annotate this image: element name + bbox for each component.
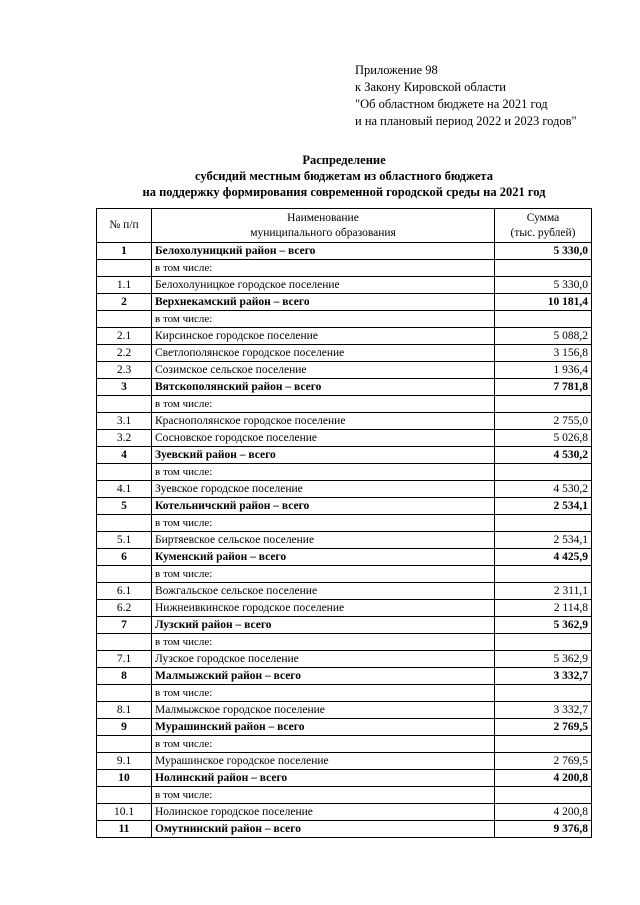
cell-sum	[495, 685, 592, 702]
cell-num: 8	[97, 668, 152, 685]
cell-num: 6	[97, 549, 152, 566]
cell-sum: 4 530,2	[495, 481, 592, 498]
cell-name: Нолинское городское поселение	[152, 804, 495, 821]
table-body	[97, 243, 592, 838]
appendix-line: к Закону Кировской области	[355, 80, 506, 94]
cell-sum: 3 332,7	[495, 668, 592, 685]
appendix-line: "Об областном бюджете на 2021 год	[355, 97, 548, 111]
cell-name: Мурашинский район – всего	[152, 719, 495, 736]
cell-sum: 4 200,8	[495, 770, 592, 787]
table-header-row	[97, 209, 592, 243]
cell-name: Нолинский район – всего	[152, 770, 495, 787]
cell-name: Светлополянское городское поселение	[152, 345, 495, 362]
table-row-settlement	[97, 532, 592, 549]
table-row-subheading	[97, 566, 592, 583]
cell-name: Мурашинское городское поселение	[152, 753, 495, 770]
cell-num: 2.3	[97, 362, 152, 379]
appendix-block	[355, 62, 577, 130]
table-row-settlement	[97, 413, 592, 430]
header-sum	[495, 209, 592, 243]
cell-name: Белохолуницкий район – всего	[152, 243, 495, 260]
cell-sum: 10 181,4	[495, 294, 592, 311]
cell-num: 9	[97, 719, 152, 736]
cell-name: Лузский район – всего	[152, 617, 495, 634]
cell-num	[97, 736, 152, 753]
cell-sum: 2 114,8	[495, 600, 592, 617]
cell-sum: 9 376,8	[495, 821, 592, 838]
cell-num: 4.1	[97, 481, 152, 498]
cell-num	[97, 787, 152, 804]
cell-num: 10.1	[97, 804, 152, 821]
table-row-settlement	[97, 277, 592, 294]
cell-num: 11	[97, 821, 152, 838]
title-line: на поддержку формирования современной городской среды на 2021 год	[142, 185, 546, 199]
cell-num: 7	[97, 617, 152, 634]
table-row-settlement	[97, 328, 592, 345]
cell-num: 8.1	[97, 702, 152, 719]
table-row-settlement	[97, 430, 592, 447]
cell-name: Сосновское городское поселение	[152, 430, 495, 447]
cell-name: Зуевский район – всего	[152, 447, 495, 464]
cell-name: Кирсинское городское поселение	[152, 328, 495, 345]
cell-num: 6.1	[97, 583, 152, 600]
cell-name: Белохолуницкое городское поселение	[152, 277, 495, 294]
table-row-settlement	[97, 362, 592, 379]
cell-num	[97, 634, 152, 651]
cell-sum: 7 781,8	[495, 379, 592, 396]
table-row-district-total	[97, 379, 592, 396]
table-row-district-total	[97, 447, 592, 464]
table-row-district-total	[97, 821, 592, 838]
cell-name: в том числе:	[152, 566, 495, 583]
cell-num: 1	[97, 243, 152, 260]
table-row-district-total	[97, 617, 592, 634]
cell-name: Зуевское городское поселение	[152, 481, 495, 498]
cell-name: в том числе:	[152, 736, 495, 753]
appendix-line: Приложение 98	[355, 63, 438, 77]
cell-num	[97, 311, 152, 328]
table-row-subheading	[97, 311, 592, 328]
cell-sum	[495, 787, 592, 804]
cell-num: 2.1	[97, 328, 152, 345]
cell-sum: 5 330,0	[495, 277, 592, 294]
cell-sum: 5 330,0	[495, 243, 592, 260]
cell-num	[97, 464, 152, 481]
header-sum-line: (тыс. рублей)	[510, 226, 576, 239]
table-row-district-total	[97, 668, 592, 685]
cell-num	[97, 685, 152, 702]
cell-sum: 5 026,8	[495, 430, 592, 447]
cell-num: 6.2	[97, 600, 152, 617]
cell-sum: 2 769,5	[495, 719, 592, 736]
cell-num: 10	[97, 770, 152, 787]
cell-name: в том числе:	[152, 396, 495, 413]
cell-name: Малмыжский район – всего	[152, 668, 495, 685]
table-row-district-total	[97, 549, 592, 566]
cell-sum	[495, 515, 592, 532]
cell-name: Вятскополянский район – всего	[152, 379, 495, 396]
table-row-settlement	[97, 583, 592, 600]
cell-num: 3.2	[97, 430, 152, 447]
cell-num	[97, 260, 152, 277]
cell-sum	[495, 311, 592, 328]
cell-sum: 2 311,1	[495, 583, 592, 600]
cell-sum	[495, 634, 592, 651]
table-row-subheading	[97, 464, 592, 481]
cell-num	[97, 566, 152, 583]
cell-name: в том числе:	[152, 515, 495, 532]
cell-name: в том числе:	[152, 260, 495, 277]
cell-name: Омутнинский район – всего	[152, 821, 495, 838]
cell-name: Лузское городское поселение	[152, 651, 495, 668]
table-row-district-total	[97, 294, 592, 311]
cell-name: в том числе:	[152, 634, 495, 651]
cell-sum: 2 769,5	[495, 753, 592, 770]
cell-sum: 5 362,9	[495, 617, 592, 634]
table-row-subheading	[97, 685, 592, 702]
table-row-district-total	[97, 243, 592, 260]
cell-name: в том числе:	[152, 685, 495, 702]
table-row-settlement	[97, 481, 592, 498]
cell-num: 9.1	[97, 753, 152, 770]
cell-name: Вожгальское сельское поселение	[152, 583, 495, 600]
cell-name: Котельничский район – всего	[152, 498, 495, 515]
cell-name: в том числе:	[152, 464, 495, 481]
distribution-table	[96, 208, 592, 838]
cell-sum: 2 755,0	[495, 413, 592, 430]
cell-sum: 4 530,2	[495, 447, 592, 464]
table-row-subheading	[97, 634, 592, 651]
table-row-settlement	[97, 345, 592, 362]
cell-name: Краснополянское городское поселение	[152, 413, 495, 430]
header-name-line: Наименование	[287, 211, 359, 224]
cell-num: 2.2	[97, 345, 152, 362]
table-row-district-total	[97, 719, 592, 736]
cell-name: в том числе:	[152, 787, 495, 804]
cell-name: Верхнекамский район – всего	[152, 294, 495, 311]
cell-sum: 5 362,9	[495, 651, 592, 668]
title-line: Распределение	[302, 153, 386, 167]
table-row-settlement	[97, 753, 592, 770]
document-title	[96, 152, 592, 200]
cell-num: 7.1	[97, 651, 152, 668]
header-name	[152, 209, 495, 243]
cell-num: 5.1	[97, 532, 152, 549]
title-line: субсидий местным бюджетам из областного бюджета	[195, 169, 493, 183]
cell-num: 3	[97, 379, 152, 396]
cell-name: в том числе:	[152, 311, 495, 328]
cell-sum: 3 156,8	[495, 345, 592, 362]
cell-sum	[495, 464, 592, 481]
cell-name: Нижнеивкинское городское поселение	[152, 600, 495, 617]
cell-num: 5	[97, 498, 152, 515]
cell-num	[97, 396, 152, 413]
cell-sum: 2 534,1	[495, 498, 592, 515]
table-row-subheading	[97, 515, 592, 532]
cell-sum: 5 088,2	[495, 328, 592, 345]
table-row-district-total	[97, 770, 592, 787]
table-row-settlement	[97, 804, 592, 821]
cell-name: Биртяевское сельское поселение	[152, 532, 495, 549]
header-sum-line: Сумма	[526, 211, 560, 224]
appendix-line: и на плановый период 2022 и 2023 годов"	[355, 114, 577, 128]
table-row-subheading	[97, 787, 592, 804]
cell-num: 3.1	[97, 413, 152, 430]
header-num: № п/п	[97, 209, 152, 243]
cell-sum	[495, 566, 592, 583]
table-row-settlement	[97, 600, 592, 617]
table-row-subheading	[97, 736, 592, 753]
cell-num: 4	[97, 447, 152, 464]
cell-sum	[495, 736, 592, 753]
table-row-settlement	[97, 651, 592, 668]
cell-num: 2	[97, 294, 152, 311]
table-row-subheading	[97, 260, 592, 277]
table-row-district-total	[97, 498, 592, 515]
cell-sum: 4 200,8	[495, 804, 592, 821]
cell-name: Малмыжское городское поселение	[152, 702, 495, 719]
cell-sum	[495, 396, 592, 413]
cell-sum: 3 332,7	[495, 702, 592, 719]
cell-name: Куменский район – всего	[152, 549, 495, 566]
table-row-settlement	[97, 702, 592, 719]
cell-num	[97, 515, 152, 532]
header-name-line: муниципального образования	[250, 226, 396, 239]
cell-sum	[495, 260, 592, 277]
cell-sum: 2 534,1	[495, 532, 592, 549]
cell-sum: 1 936,4	[495, 362, 592, 379]
cell-name: Созимское сельское поселение	[152, 362, 495, 379]
cell-num: 1.1	[97, 277, 152, 294]
cell-sum: 4 425,9	[495, 549, 592, 566]
table-row-subheading	[97, 396, 592, 413]
